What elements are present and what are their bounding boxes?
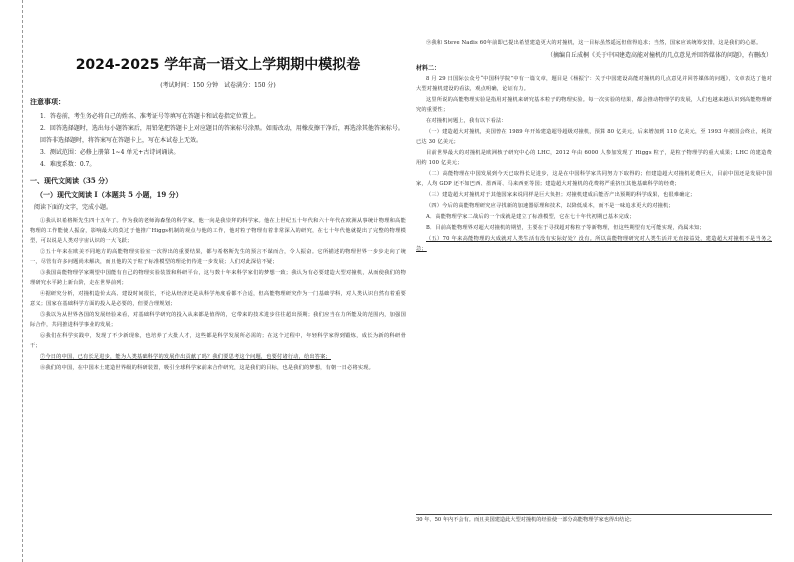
passage-paragraph-underlined: ⑦今日的中国，已有长足进步，能为人类基础科学的发展作出贡献了吗？我们要思考这个问题，也要付诸行动，给出答案； xyxy=(40,354,331,360)
material-paragraph: （二）高能物理在中国发展到今天已取得长足进步，这是在中国科学家共同努力下取得的；但建造超大对撞机花费巨大，目前中国还是发展中国家，人均 GDP 还不如巴西、墨西哥、马来西亚等国；建造超大对撞机的花费将严重挤压其他基础科学的经费； xyxy=(416,171,772,187)
material-label: 材料二： xyxy=(416,65,441,72)
notes-heading: 注意事项： xyxy=(30,97,65,106)
exam-info: (考试时间：150 分钟 试卷满分：150 分) xyxy=(160,82,276,89)
material-paragraph: B．目前高能物理界对超大对撞机的期望，主要在于寻找超对称粒子等新物理，但这些期望有无可能实现，尚属未知； xyxy=(426,225,705,231)
footer-rule xyxy=(416,514,772,515)
footer-line: 30 年、50 年内不会有。而且美国建造此大型对撞机的经验使一部分高能物理学家也得出结论； xyxy=(416,517,635,523)
source-citation: （摘编自丘成桐《关于中国建造高能对撞机的几点意见并回答媒体的问题》，有删改） xyxy=(546,52,772,59)
passage-paragraph: ①我认识希格斯先生四十五年了。作为我的老师海森堡的科学家，他一向是我崇拜的科学家。他在上世纪五十年代和六十年代在欧洲从事统计物理和高能物理的工作能使人振奋，影响最大的莫过于他推广Higgs机制的观点与他的工作，他对粒子物理有着非常深入的研究，在七十年代他就提出了完整的物理模型，可以说是人类对宇宙认识的一大飞跃； xyxy=(30,218,406,244)
passage-paragraph: ⑥我们在科学实践中，发现了不少新现象，也培养了大批人才，这些都是科学发展所必需的；在这个过程中，年轻科学家得到锻炼，成长为新的科研骨干； xyxy=(30,333,406,349)
passage-paragraph: ③我国高能物理学家期望中国能有自己的物理实验装置和科研平台，这与数十年来科学家们的梦想一致；我认为有必要建造大型对撞机，从而使我们的物理研究水平跨上新台阶，走在世界前列； xyxy=(30,270,406,286)
material-paragraph: 在对撞机问题上，我有以下看法： xyxy=(426,118,507,124)
material-paragraph: 8 月 29 日国际公众号“中国科学院”中有一篇文章，题目是《杨振宁：关于中国建设高能对撞机的几点意见并回答媒体的问题》，文章表达了他对大型对撞机建设的看法，观点明确，论证有力。 xyxy=(416,76,772,92)
material-paragraph: （三）建造超大对撞机对于其他国家来说同样是巨大负担；对撞机建成后能否产出预期的科学成果，也很难确定； xyxy=(426,192,696,198)
subsection-heading: （一）现代文阅读 I（本题共 5 小题，19 分） xyxy=(36,190,183,199)
passage-paragraph: ⑧我们的中国，在中国本土建造世界级的科研装置，吸引全球科学家前来合作研究，这是我们的目标，也是我们的梦想，有朝一日必将实现。 xyxy=(40,365,375,371)
note-item: 2．回答选择题时，选出每小题答案后，用铅笔把答题卡上对应题目的答案标号涂黑。如需改动，用橡皮擦干净后，再选涂其他答案标号。回答非选择题时，将答案写在答题卡上，写在本试卷上无效。 xyxy=(40,125,404,144)
material-paragraph: A．高能物理学家二战后的一个成就是建立了标准模型，它在七十年代初期已基本完成； xyxy=(426,214,635,220)
passage-paragraph: ②五十年来在欧美不同地方的高能物理实验室一次得出的重要结果，都与希格斯先生的预言不谋而合，令人振奋。它所描述的物理世界一步步走向了统一，尽管有许多问题尚未解决，而且他的关于粒子标准模型的理论仍待进一步发展；人们对此深信不疑； xyxy=(30,249,406,265)
material-paragraph-underlined: （五）70 年来高能物理的大成就对人类生活有没有实际好处？没有。所以高能物理研究对人类生活并无直接益处，建造超大对撞机不是当务之急； xyxy=(416,236,772,252)
note-item: 3．测试范围：必修上册第 1~4 单元+古诗词诵读。 xyxy=(40,149,180,156)
passage-paragraph: ⑤我以为从世界各国的发展经验来看，对基础科学研究的投入从来都是值得的，它带来的技术进步往往超出预期；我们应当在力所能及的范围内，加强国际合作，共同推进科学事业的发展； xyxy=(30,312,406,328)
material-paragraph: 这里所说的高能物理实验是指用对撞机来研究基本粒子的物理实验。每一次实验的结果，都会推动物理学的发展，人们也越来越认识到高能物理研究的重要性； xyxy=(416,97,772,113)
passage-paragraph: ④据研究分析，对撞机造价太高、建设时间很长，不论从经济还是从科学角度看都不合适，但高能物理研究作为一门基础学科，对人类认识自然有着重要意义；国家在基础科学方面的投入是必要的，但要合理规划； xyxy=(30,291,406,307)
note-item: 1．答卷前，考生务必将自己的姓名、准考证号等填写在答题卡和试卷指定位置上。 xyxy=(40,113,260,120)
material-paragraph: 目前世界最大的对撞机是欧洲核子研究中心的 LHC，2012 年由 6000 人参加发现了 Higgs 粒子，是粒子物理学的重大成果；LHC 的建造费用约 100 亿美元； xyxy=(416,150,772,166)
reading-instruction: 阅读下面的文字，完成小题。 xyxy=(34,204,113,211)
note-item: 4．难度系数：0.7。 xyxy=(40,161,96,168)
passage-paragraph: ⑨我和 Steve Nadis 60年前即已提出希望建造更大的对撞机，这一目标虽然遥远但值得追求；当然，国家应该统筹安排，这是我们的心愿。 xyxy=(426,40,762,46)
binding-margin xyxy=(0,0,23,562)
section-heading: 一、现代文阅读（35 分） xyxy=(30,176,113,185)
right-column xyxy=(416,38,772,255)
material-paragraph: （四）今后的高能物理研究应寻找新的加速器原理和技术，以降低成本，而不是一味追求更大的对撞机； xyxy=(426,203,674,209)
exam-title: 2024-2025 学年高一语文上学期期中模拟卷 xyxy=(75,57,361,73)
material-paragraph: （一）建造超大对撞机，美国曾在 1989 年开始建造超导超级对撞机，预算 80 亿美元，后来增加到 110 亿美元，至 1993 年被国会终止，耗资已达 30 亿美元； xyxy=(416,129,772,145)
left-column xyxy=(30,36,406,374)
